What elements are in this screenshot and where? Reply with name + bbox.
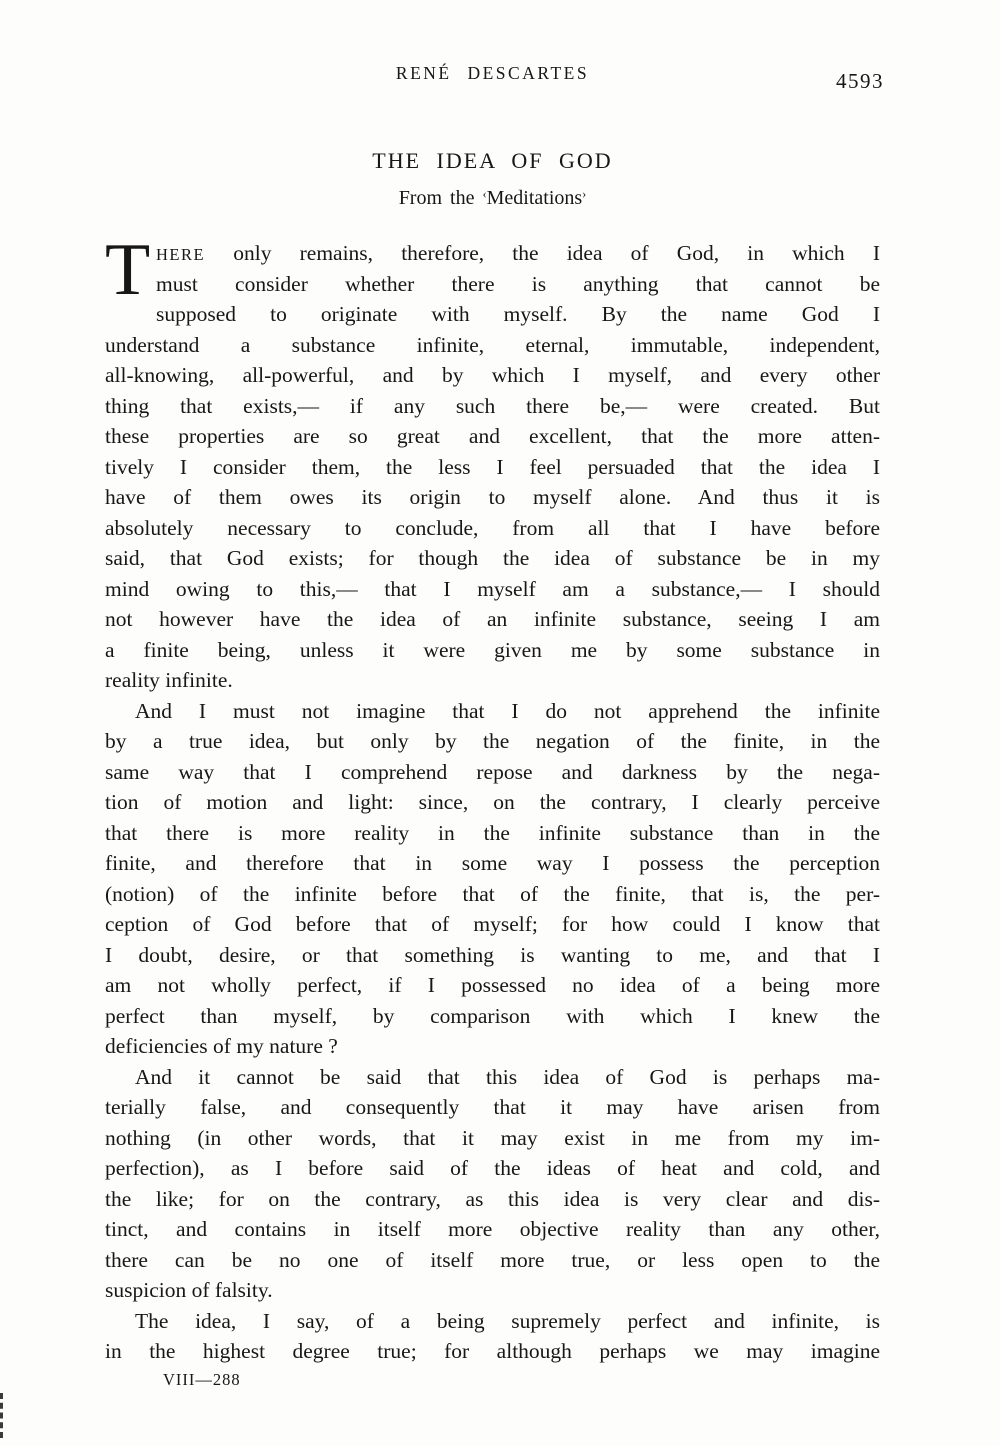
text-line: The idea, I say, of a being supremely perfect and infinite, is <box>135 1308 880 1333</box>
body-text <box>105 229 880 1367</box>
author-running-head: RENÉ DESCARTES <box>395 63 590 83</box>
footer-signature-mark: VIII—288 <box>163 1370 241 1389</box>
paragraph <box>105 1306 880 1367</box>
close-quote-mark: › <box>582 187 587 201</box>
paragraph <box>105 1062 880 1306</box>
page-number: 4593 <box>836 69 884 93</box>
subtitle-work-title: Meditations <box>486 187 583 210</box>
text-line: (notion) of the infinite before that of the finite, that is, the per- <box>105 881 880 906</box>
paragraph <box>105 229 880 696</box>
text-line: all-knowing, all-powerful, and by which I myself, and every other <box>105 363 880 387</box>
scan-edge-artifact <box>0 1393 3 1438</box>
text-line: mind owing to this,— that I myself am a substance,— I should <box>105 576 880 601</box>
drop-cap: T <box>105 229 151 311</box>
text-line: terially false, and consequently that it may have arisen from <box>105 1095 880 1119</box>
text-line: am not wholly perfect, if I possessed no idea of a being more <box>105 973 880 997</box>
text-line: have of them owes its origin to myself alone. And thus it is <box>105 485 880 509</box>
text-line: supposed to originate with myself. By the name God I <box>156 302 880 326</box>
text-line: a finite being, unless it were given me by some substance in <box>105 637 880 662</box>
chapter-subtitle <box>105 187 880 210</box>
page-header <box>105 63 884 93</box>
text-line: tinct, and contains in itself more objective reality than any other, <box>105 1217 880 1241</box>
text-line: perfection), as I before said of the ideas of heat and cold, and <box>105 1156 880 1180</box>
chapter-title: THE IDEA OF GOD <box>372 148 613 173</box>
text-line: And I must not imagine that I do not apprehend the infinite <box>135 698 880 723</box>
text-line: there can be no one of itself more true, or less open to the <box>105 1247 880 1272</box>
text-line: HERE only remains, therefore, the idea of God, in which I <box>156 241 880 265</box>
text-line: same way that I comprehend repose and darkness by the nega- <box>105 759 880 784</box>
text-line: finite, and therefore that in some way I possess the perception <box>105 851 880 875</box>
text-line: thing that exists,— if any such there be,— were created. But <box>105 393 880 418</box>
text-line: And it cannot be said that this idea of God is perhaps ma- <box>135 1064 880 1089</box>
paragraph <box>105 696 880 1062</box>
text-line: suspicion of falsity. <box>105 1278 273 1302</box>
text-line: deficiencies of my nature ? <box>105 1034 338 1058</box>
text-line: nothing (in other words, that it may exist in me from my im- <box>105 1125 880 1150</box>
text-line: not however have the idea of an infinite substance, seeing I am <box>105 607 880 631</box>
text-line: in the highest degree true; for although perhaps we may imagine <box>105 1339 880 1363</box>
text-line: ception of God before that of myself; for how could I know that <box>105 912 880 936</box>
text-line: understand a substance infinite, eternal, immutable, independent, <box>105 332 880 357</box>
text-line: that there is more reality in the infinite substance than in the <box>105 820 880 845</box>
open-quote-mark: ‹ <box>482 187 487 201</box>
text-line: the like; for on the contrary, as this idea is very clear and dis- <box>105 1186 880 1211</box>
text-line: tively I consider them, the less I feel persuaded that the idea I <box>105 454 880 479</box>
text-line: these properties are so great and excellent, that the more atten- <box>105 424 880 448</box>
subtitle-prefix: From the <box>398 187 483 210</box>
text-line: by a true idea, but only by the negation of the finite, in the <box>105 729 880 753</box>
small-caps-lead: HERE <box>156 245 206 264</box>
text-line: tion of motion and light: since, on the contrary, I clearly perceive <box>105 790 880 814</box>
text-line: perfect than myself, by comparison with which I knew the <box>105 1003 880 1028</box>
text-line: said, that God exists; for though the idea of substance be in my <box>105 546 880 570</box>
text-line: I doubt, desire, or that something is wanting to me, and that I <box>105 942 880 967</box>
text-line: absolutely necessary to conclude, from all that I have before <box>105 515 880 540</box>
text-line: must consider whether there is anything that cannot be <box>156 271 880 296</box>
text-line: reality infinite. <box>105 668 233 692</box>
